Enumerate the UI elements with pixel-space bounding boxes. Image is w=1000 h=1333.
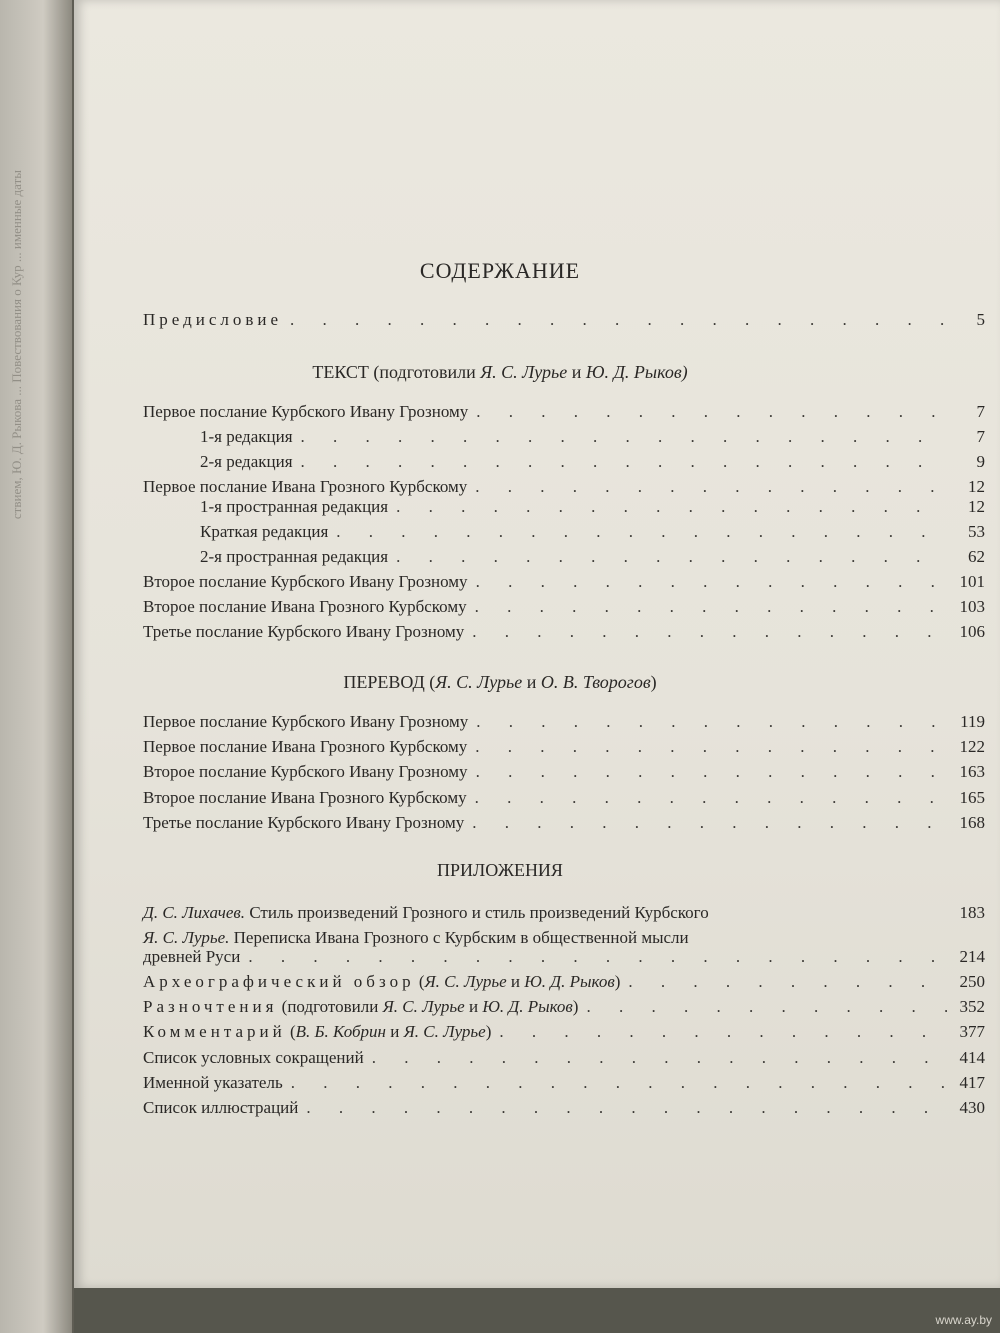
toc-leader-dots	[248, 947, 947, 967]
toc-entry	[143, 788, 985, 808]
toc-entry-lurie-line2	[143, 947, 985, 967]
toc-leader-dots	[476, 712, 947, 732]
toc-entry-label: 2-я пространная редакция	[200, 547, 389, 566]
toc-leader-dots	[476, 402, 947, 422]
toc-entry-label: Третье послание Курбского Ивану Грозному	[143, 813, 465, 832]
toc-entry-label: Второе послание Ивана Грозного Курбскому	[143, 597, 467, 616]
section-heading-text	[0, 362, 1000, 383]
heading-pre: (подготовили	[373, 362, 476, 382]
toc-entry-page: 122	[959, 737, 985, 756]
toc-entry-page: 414	[959, 1048, 985, 1067]
entry-title: Разночтения	[143, 997, 278, 1016]
toc-leader-dots	[306, 1098, 947, 1118]
toc-entry-likhachev	[143, 903, 985, 923]
entry-and: и	[390, 1022, 400, 1041]
toc-entry-page: 62	[968, 547, 985, 566]
toc-entry-index	[143, 1073, 985, 1093]
entry-title: Комментарий	[143, 1022, 286, 1041]
toc-entry-page: 352	[959, 997, 985, 1016]
toc-entry-page: 183	[959, 903, 985, 922]
entry-author: Я. С. Лурье.	[143, 928, 230, 947]
toc-entry	[200, 452, 985, 472]
entry-paren: )	[614, 972, 621, 991]
toc-entry	[143, 477, 985, 497]
toc-leader-dots	[475, 597, 947, 617]
toc-entry-page: 103	[959, 597, 985, 616]
heading-paren: (	[429, 672, 436, 692]
watermark: www.ay.by	[935, 1313, 992, 1327]
toc-leader-dots	[475, 477, 947, 497]
toc-entry-label: Краткая редакция	[200, 522, 329, 541]
toc-entry-label: Второе послание Ивана Грозного Курбскому	[143, 788, 467, 807]
toc-entry-page: 119	[960, 712, 985, 731]
toc-entry	[200, 522, 985, 542]
toc-leader-dots	[476, 762, 947, 782]
heading-and: и	[526, 672, 537, 692]
toc-leader-dots	[499, 1022, 947, 1042]
toc-entry-page: 12	[968, 497, 985, 516]
adjacent-page-edge	[0, 0, 72, 1333]
toc-leader-dots	[475, 788, 947, 808]
toc-entry	[143, 597, 985, 617]
toc-entry-label: Первое послание Ивана Грозного Курбскому	[143, 477, 468, 496]
toc-leader-dots	[476, 572, 947, 592]
toc-entry-label: 2-я редакция	[200, 452, 293, 471]
book-page	[74, 0, 1000, 1288]
heading-paren: )	[650, 672, 657, 692]
entry-paren: (	[289, 1022, 296, 1041]
toc-entry-illustr	[143, 1098, 985, 1118]
entry-title: Стиль произведений Грозного и стиль произведений Курбского	[249, 903, 709, 922]
toc-leader-dots	[301, 452, 947, 472]
section-heading-appendix: ПРИЛОЖЕНИЯ	[437, 860, 563, 880]
toc-entry-abbrev	[143, 1048, 985, 1068]
entry-and: и	[510, 972, 520, 991]
heading-main: ПЕРЕВОД	[343, 672, 425, 692]
toc-entry-preface	[143, 310, 985, 330]
toc-entry-page: 168	[959, 813, 985, 832]
entry-editor: Я. С. Лурье	[382, 997, 465, 1016]
toc-leader-dots	[291, 1073, 947, 1093]
toc-entry-page: 377	[959, 1022, 985, 1041]
toc-entry-comment	[143, 1022, 985, 1042]
toc-entry-label: Предисловие	[143, 310, 283, 329]
toc-entry-label: 1-я пространная редакция	[200, 497, 389, 516]
entry-title: Археографический обзор	[143, 972, 415, 991]
entry-editor: Ю. Д. Рыков	[482, 997, 573, 1016]
toc-entry-label: 1-я редакция	[200, 427, 293, 446]
section-heading-translation	[0, 672, 1000, 693]
toc-entry-page: 163	[959, 762, 985, 781]
entry-author: Д. С. Лихачев.	[143, 903, 246, 922]
toc-leader-dots	[586, 997, 947, 1017]
toc-entry-page: 5	[976, 310, 985, 329]
entry-editor: Ю. Д. Рыков	[524, 972, 615, 991]
toc-entry	[200, 427, 985, 447]
toc-entry	[200, 497, 985, 517]
toc-entry-label	[143, 972, 620, 992]
book-cover-edge	[74, 1288, 1000, 1333]
adjacent-page-text: ствием, Ю. Д. Рыкова ... Повествования о Кур ... именные даты	[9, 170, 24, 520]
heading-editor: Я. С. Лурье	[435, 672, 523, 692]
toc-leader-dots	[396, 547, 947, 567]
toc-leader-dots	[475, 737, 947, 757]
toc-entry	[200, 547, 985, 567]
heading-editor: О. В. Творогов	[540, 672, 651, 692]
toc-entry-label	[143, 903, 709, 923]
toc-entry-page: 214	[959, 947, 985, 966]
toc-entry-variants	[143, 997, 985, 1017]
toc-leader-dots	[336, 522, 947, 542]
entry-title: Переписка Ивана Грозного с Курбским в общественной мысли	[233, 928, 689, 947]
toc-entry-label: древней Руси	[143, 947, 241, 966]
toc-entry-label: Второе послание Курбского Ивану Грозному	[143, 762, 468, 781]
entry-pre: (подготовили	[281, 997, 379, 1016]
page-title: СОДЕРЖАНИЕ	[419, 258, 581, 283]
toc-entry	[143, 813, 985, 833]
toc-entry-page: 7	[976, 402, 985, 421]
toc-entry-label: Второе послание Курбского Ивану Грозному	[143, 572, 468, 591]
toc-entry-label	[143, 997, 578, 1017]
toc-entry-label: Список условных сокращений	[143, 1048, 364, 1067]
entry-editor: В. Б. Кобрин	[295, 1022, 386, 1041]
toc-entry-label: Третье послание Курбского Ивану Грозному	[143, 622, 465, 641]
toc-entry	[143, 737, 985, 757]
heading-editor: Ю. Д. Рыков)	[585, 362, 688, 382]
toc-leader-dots	[290, 310, 947, 330]
toc-entry-page: 7	[976, 427, 985, 446]
toc-entry	[143, 622, 985, 642]
toc-leader-dots	[472, 622, 947, 642]
toc-entry-label: Именной указатель	[143, 1073, 283, 1092]
toc-entry	[143, 762, 985, 782]
toc-entry-label: Первое послание Курбского Ивану Грозному	[143, 712, 469, 731]
toc-entry-page: 53	[968, 522, 985, 541]
toc-entry-page: 106	[959, 622, 985, 641]
toc-entry-page: 12	[968, 477, 985, 496]
toc-entry-page: 430	[959, 1098, 985, 1117]
toc-entry	[143, 572, 985, 592]
toc-leader-dots	[301, 427, 947, 447]
heading-and: и	[571, 362, 582, 382]
toc-leader-dots	[628, 972, 947, 992]
toc-entry-page: 250	[959, 972, 985, 991]
toc-entry-page: 101	[959, 572, 985, 591]
entry-editor: Я. С. Лурье	[403, 1022, 486, 1041]
toc-entry-label	[143, 1022, 491, 1042]
toc-entry-page: 9	[976, 452, 985, 471]
toc-entry	[143, 402, 985, 422]
toc-entry-label: Первое послание Курбского Ивану Грозному	[143, 402, 469, 421]
toc-entry-page: 417	[959, 1073, 985, 1092]
toc-entry-label: Первое послание Ивана Грозного Курбскому	[143, 737, 468, 756]
toc-entry-archeo	[143, 972, 985, 992]
toc-entry-lurie-line1	[143, 928, 689, 948]
entry-paren: (	[418, 972, 425, 991]
toc-entry	[143, 712, 985, 732]
entry-editor: Я. С. Лурье	[424, 972, 507, 991]
toc-leader-dots	[396, 497, 947, 517]
toc-entry-label: Список иллюстраций	[143, 1098, 299, 1117]
toc-entry-page: 165	[959, 788, 985, 807]
toc-leader-dots	[372, 1048, 947, 1068]
entry-and: и	[468, 997, 479, 1016]
entry-paren: )	[485, 1022, 492, 1041]
toc-leader-dots	[472, 813, 947, 833]
heading-main: ТЕКСТ	[312, 362, 369, 382]
entry-paren: )	[572, 997, 579, 1016]
heading-editor: Я. С. Лурье	[480, 362, 568, 382]
